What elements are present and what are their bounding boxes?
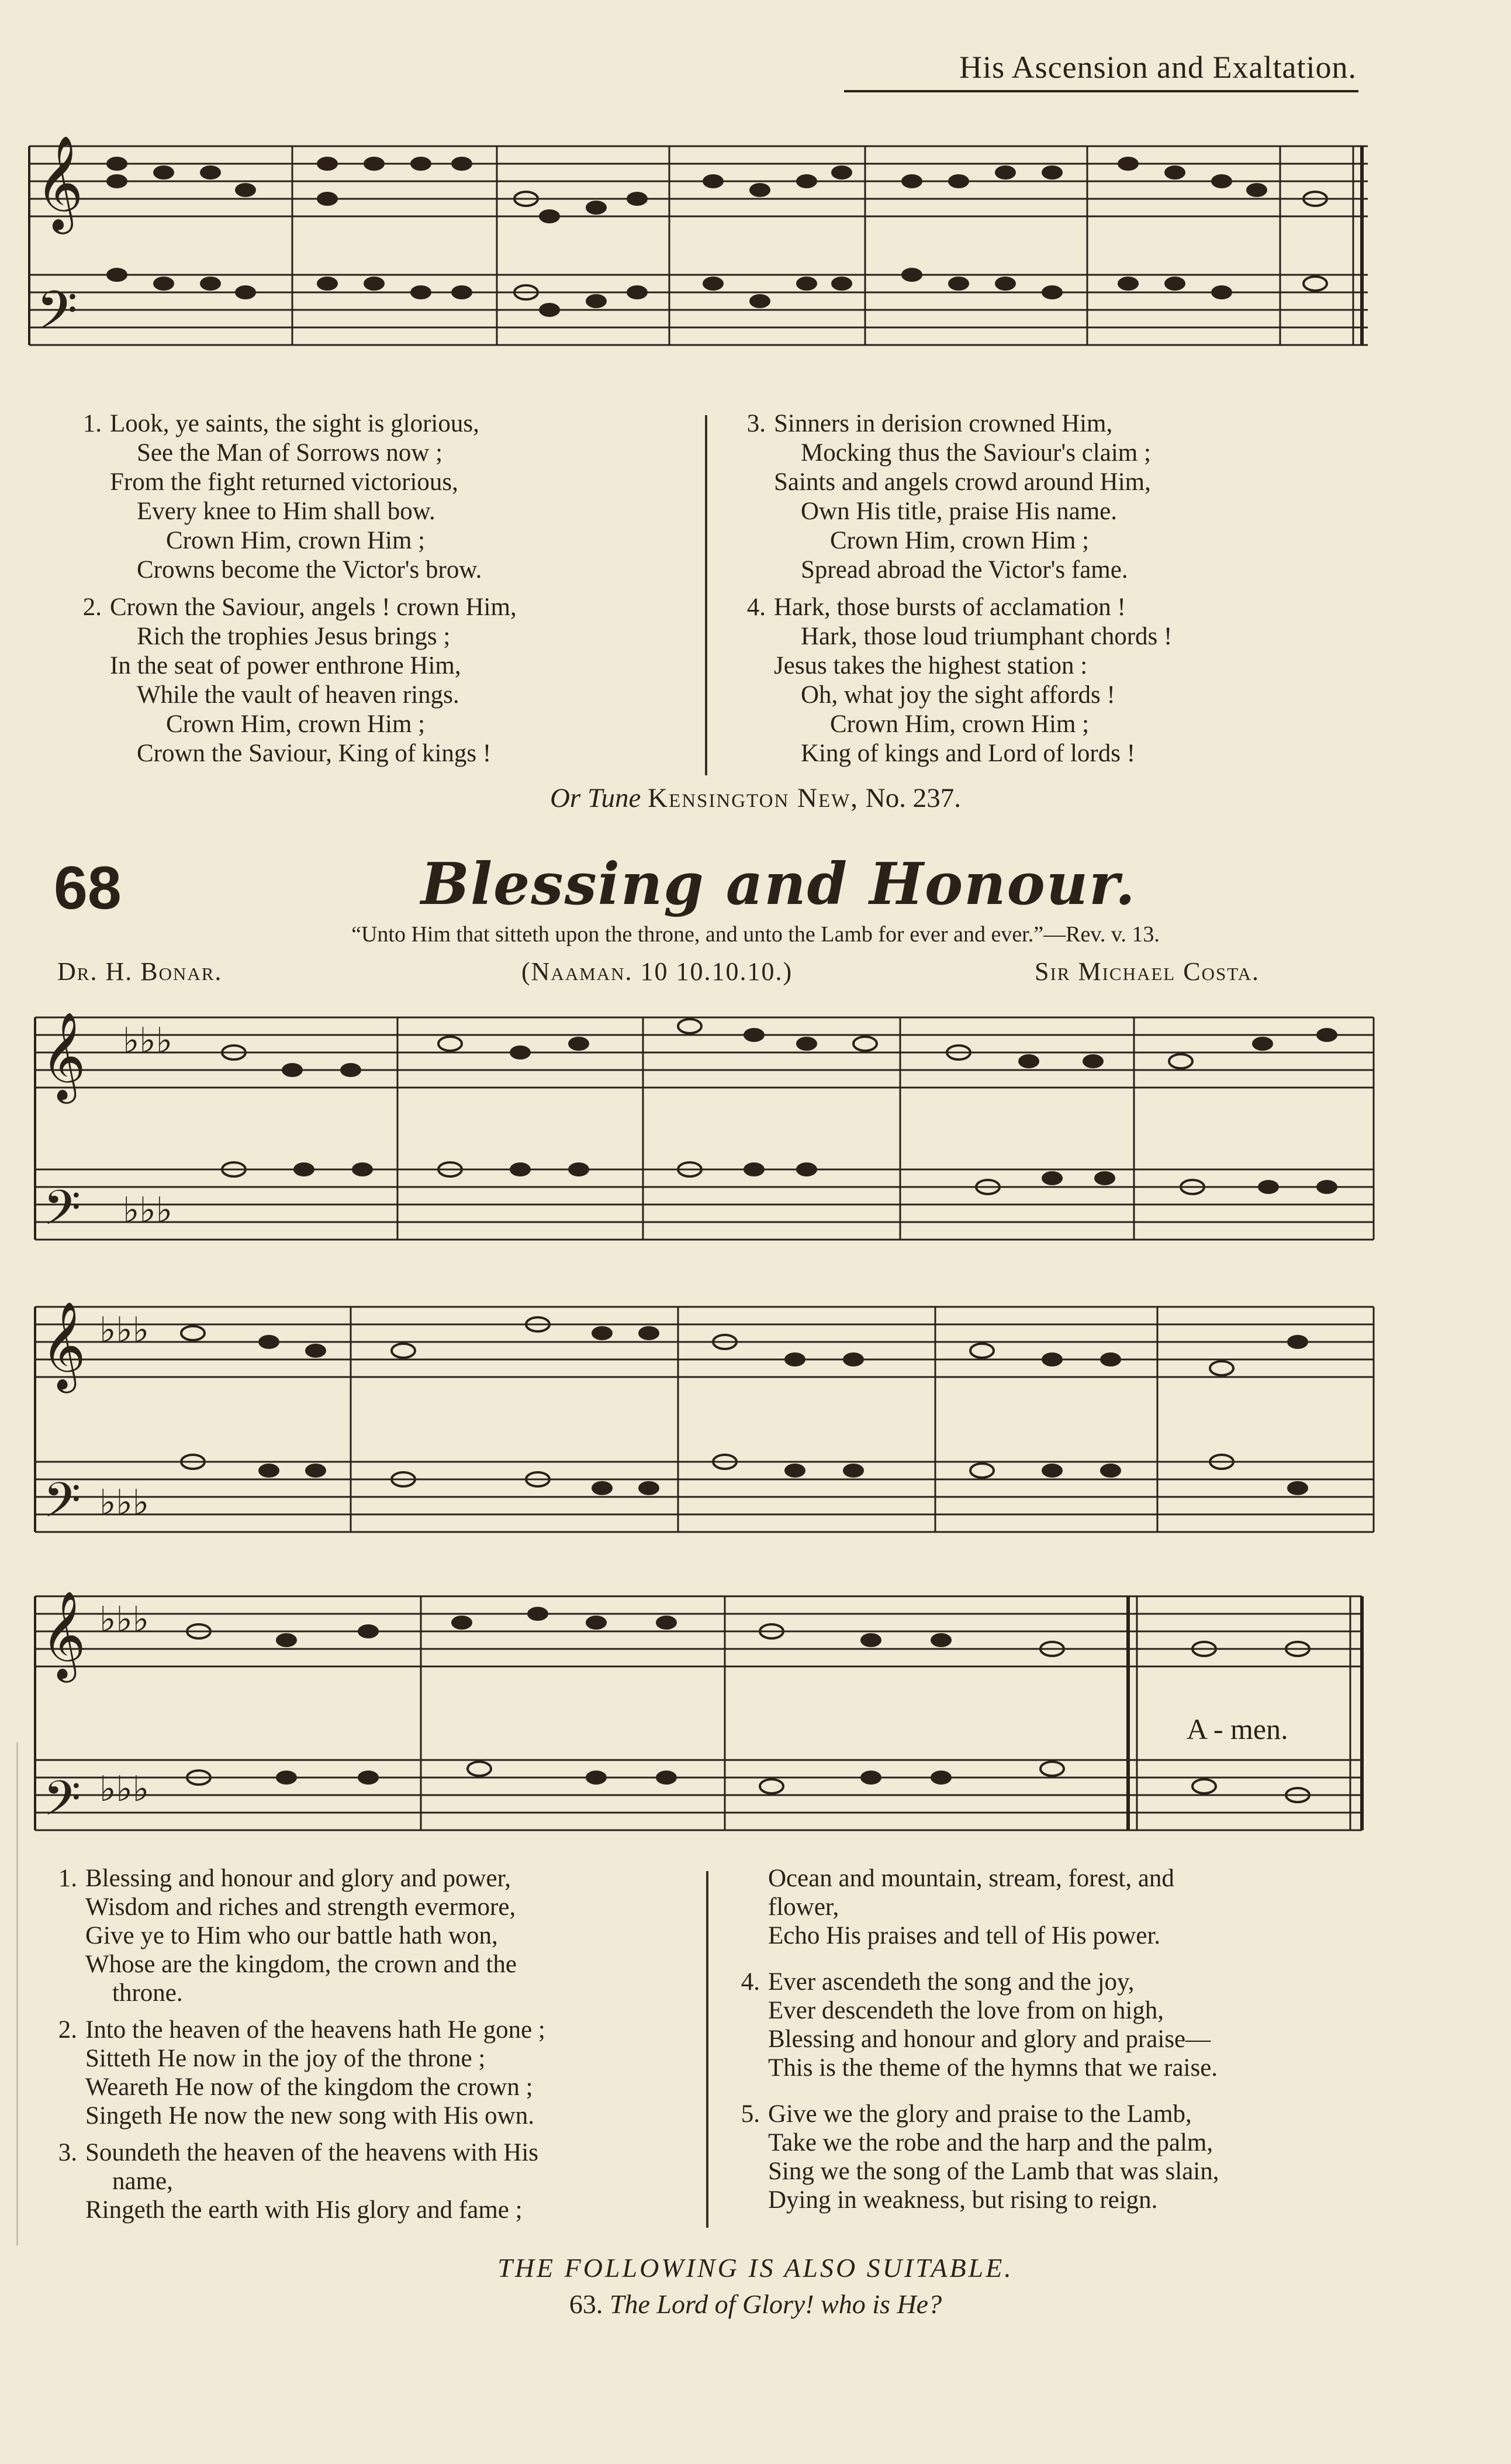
verse-line: Crown Him, crown Him ; bbox=[830, 527, 1090, 554]
verse-line: name, bbox=[112, 2168, 173, 2195]
verse-line: Soundeth the heaven of the heavens with His bbox=[85, 2139, 539, 2166]
verse-line: Ever descendeth the love from on high, bbox=[768, 1997, 1164, 2024]
verse-line: Crown Him, crown Him ; bbox=[166, 527, 426, 554]
running-head: His Ascension and Exaltation. bbox=[959, 50, 1357, 85]
hymn67-verses-right bbox=[725, 409, 1172, 777]
verse-line: Crown the Saviour, King of kings ! bbox=[137, 740, 492, 767]
header-rule bbox=[844, 90, 1358, 92]
verse-number: 4. bbox=[741, 1968, 760, 1996]
verse-line: flower, bbox=[768, 1893, 839, 1921]
verse-line: Dying in weakness, but rising to reign. bbox=[768, 2186, 1158, 2214]
reference-number: 63. bbox=[569, 2289, 603, 2319]
verse-line: Weareth He now of the kingdom the crown ; bbox=[85, 2073, 533, 2101]
hymn68-verse-5 bbox=[719, 2100, 1219, 2214]
svg-text:𝄞: 𝄞 bbox=[41, 1590, 86, 1679]
verse-line: Look, ye saints, the sight is glorious, bbox=[110, 410, 479, 437]
verse-line: Own His title, praise His name. bbox=[801, 498, 1117, 525]
verse-line: Crowns become the Victor's brow. bbox=[137, 556, 482, 584]
verse-line: Give ye to Him who our battle hath won, bbox=[85, 1922, 498, 1949]
hymn68-verse-2 bbox=[36, 2016, 545, 2130]
verse-line: Crown the Saviour, angels ! crown Him, bbox=[110, 593, 517, 621]
tune-name: (Naaman. 10 10.10.10.) bbox=[521, 957, 793, 986]
hymn68-verses-left bbox=[36, 1864, 545, 2232]
verse-line: From the fight returned victorious, bbox=[110, 468, 458, 496]
verse-line: Blessing and honour and glory and praise— bbox=[768, 2025, 1211, 2053]
hymn68-verse-4 bbox=[719, 1968, 1219, 2082]
verse-line: Crown Him, crown Him ; bbox=[166, 710, 426, 738]
svg-text:♭♭♭: ♭♭♭ bbox=[99, 1310, 149, 1351]
hymn67-verses-left bbox=[61, 409, 517, 777]
verse-line: King of kings and Lord of lords ! bbox=[801, 740, 1136, 767]
verse-number: 3. bbox=[58, 2139, 77, 2166]
verse-line: Spread abroad the Victor's fame. bbox=[801, 556, 1128, 584]
svg-text:𝄢: 𝄢 bbox=[43, 1472, 81, 1540]
hymn-number: 68 bbox=[54, 854, 122, 922]
svg-text:𝄢: 𝄢 bbox=[36, 279, 78, 354]
verse-line: Rich the trophies Jesus brings ; bbox=[137, 623, 451, 650]
verse-line: Echo His praises and tell of His power. bbox=[768, 1922, 1161, 1949]
alt-tune-prefix: Or Tune bbox=[549, 783, 641, 813]
verse-line: Sitteth He now in the joy of the throne ; bbox=[85, 2045, 486, 2072]
svg-text:♭♭♭: ♭♭♭ bbox=[99, 1599, 149, 1640]
verse-number: 2. bbox=[58, 2016, 77, 2044]
verse-number: 1. bbox=[58, 1865, 77, 1892]
svg-text:𝄞: 𝄞 bbox=[35, 135, 84, 230]
column-divider bbox=[705, 415, 707, 775]
alt-tune-ref: No. 237. bbox=[865, 783, 961, 813]
svg-text:𝄢: 𝄢 bbox=[43, 1770, 81, 1838]
verse-line: Whose are the kingdom, the crown and the bbox=[85, 1951, 517, 1978]
verse-line: Hark, those bursts of acclamation ! bbox=[774, 593, 1126, 621]
alt-tune-name: Kensington New, bbox=[648, 783, 859, 813]
verse-line: While the vault of heaven rings. bbox=[137, 681, 459, 709]
verse-line: Sinners in derision crowned Him, bbox=[774, 410, 1113, 437]
alternate-tune-note bbox=[0, 782, 1511, 814]
verse-line: Hark, those loud triumphant chords ! bbox=[801, 623, 1173, 650]
hymn67-verse-2 bbox=[61, 593, 517, 768]
verse-line: Into the heaven of the heavens hath He gone ; bbox=[85, 2016, 545, 2044]
also-suitable-heading: THE FOLLOWING IS ALSO SUITABLE. bbox=[497, 2253, 1014, 2283]
verse-line: Sing we the song of the Lamb that was slain, bbox=[768, 2158, 1219, 2185]
verse-line: In the seat of power enthrone Him, bbox=[110, 652, 461, 679]
verse-number: 2. bbox=[82, 593, 102, 621]
hymn67-verse-1 bbox=[61, 409, 517, 585]
hymn67-verse-4 bbox=[725, 593, 1172, 768]
verse-line: Every knee to Him shall bow. bbox=[137, 498, 435, 525]
also-suitable-reference bbox=[0, 2289, 1511, 2320]
verse-line: Saints and angels crowd around Him, bbox=[774, 468, 1151, 496]
verse-line: Take we the robe and the harp and the palm, bbox=[768, 2129, 1213, 2156]
verse-line: Singeth He now the new song with His own. bbox=[85, 2102, 534, 2130]
page-edge-mark bbox=[16, 1742, 18, 2245]
verse-line: Blessing and honour and glory and power, bbox=[85, 1865, 511, 1892]
hymn68-verse-3 bbox=[36, 2138, 545, 2224]
verse-number: 5. bbox=[741, 2100, 760, 2128]
reference-title: The Lord of Glory! who is He? bbox=[609, 2289, 942, 2319]
verse-number: 4. bbox=[746, 593, 766, 621]
svg-text:♭♭♭: ♭♭♭ bbox=[123, 1190, 172, 1231]
author-credit: Dr. H. Bonar. bbox=[57, 957, 223, 986]
svg-text:♭♭♭: ♭♭♭ bbox=[99, 1482, 149, 1523]
svg-text:𝄢: 𝄢 bbox=[43, 1179, 81, 1248]
verse-line: Ever ascendeth the song and the joy, bbox=[768, 1968, 1135, 1996]
hymn68-verse-3-continued bbox=[719, 1864, 1219, 1950]
hymn67-score bbox=[23, 117, 1379, 386]
verse-line: Wisdom and riches and strength evermore, bbox=[85, 1893, 516, 1921]
svg-text:𝄞: 𝄞 bbox=[41, 1011, 86, 1100]
svg-text:♭♭♭: ♭♭♭ bbox=[99, 1769, 149, 1810]
hymn68-verse-1 bbox=[36, 1864, 545, 2007]
verse-line: Ocean and mountain, stream, forest, and bbox=[768, 1865, 1174, 1892]
verse-line: Mocking thus the Saviour's claim ; bbox=[801, 439, 1151, 467]
verse-line: Crown Him, crown Him ; bbox=[830, 710, 1090, 738]
hymn68-verses-right bbox=[719, 1864, 1219, 2223]
hymn68-score bbox=[23, 994, 1379, 1854]
verse-line: This is the theme of the hymns that we raise. bbox=[768, 2054, 1218, 2082]
hymn-title: Blessing and Honour. bbox=[421, 851, 1136, 918]
hymn67-verse-3 bbox=[725, 409, 1172, 585]
column-divider bbox=[706, 1871, 708, 2228]
composer-credit: Sir Michael Costa. bbox=[1035, 957, 1260, 986]
verse-line: Jesus takes the highest station : bbox=[774, 652, 1088, 679]
verse-number: 1. bbox=[82, 410, 102, 437]
verse-line: Oh, what joy the sight affords ! bbox=[801, 681, 1115, 709]
verse-number: 3. bbox=[746, 410, 766, 437]
verse-line: throne. bbox=[112, 1979, 183, 2007]
verse-line: Give we the glory and praise to the Lamb, bbox=[768, 2100, 1192, 2128]
amen-lyric: A - men. bbox=[1187, 1713, 1288, 1745]
svg-text:𝄞: 𝄞 bbox=[41, 1300, 86, 1389]
epigraph: “Unto Him that sitteth upon the throne, and unto the Lamb for ever and ever.”—Rev. v. 13. bbox=[351, 922, 1160, 947]
verse-line: See the Man of Sorrows now ; bbox=[137, 439, 443, 467]
svg-text:♭♭♭: ♭♭♭ bbox=[123, 1020, 172, 1061]
verse-line: Ringeth the earth with His glory and fame ; bbox=[85, 2196, 523, 2224]
